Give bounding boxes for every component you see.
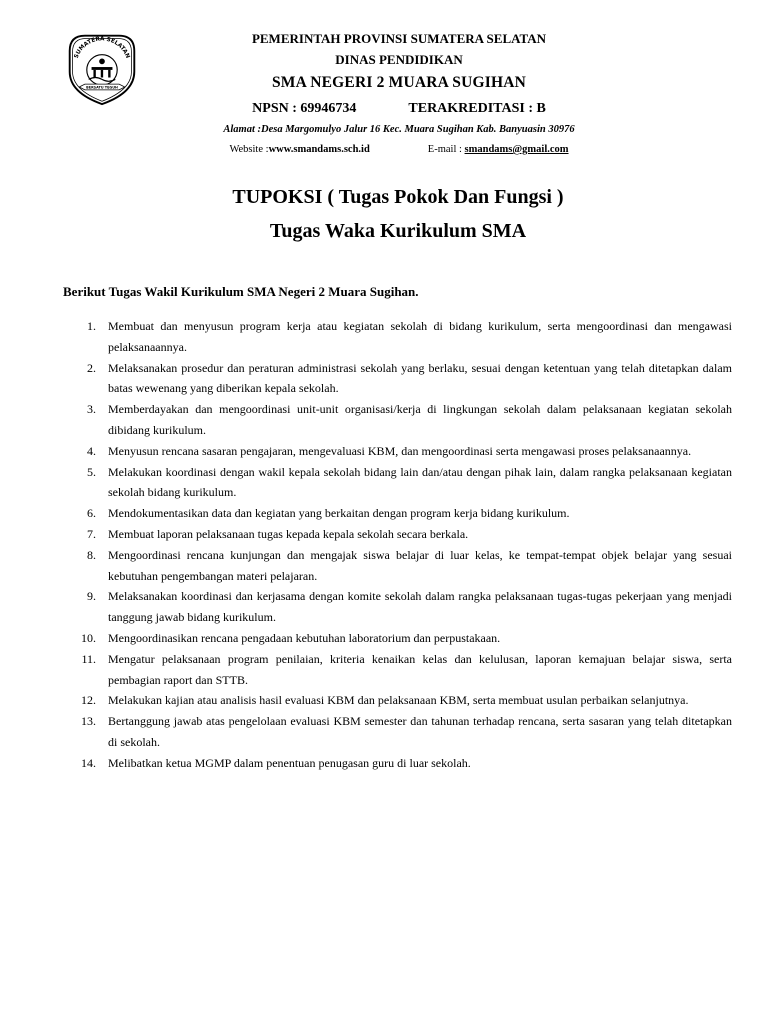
task-text: Membuat laporan pelaksanaan tugas kepada kepala sekolah secara berkala.	[108, 526, 469, 541]
task-text: Mengoordinasikan rencana pengadaan kebutuhan laboratorium dan perpustakaan.	[108, 630, 501, 645]
document-title: TUPOKSI ( Tugas Pokok Dan Fungsi )	[232, 186, 564, 208]
letterhead-address: Alamat :Desa Margomulyo Jalur 16 Kec. Muara Sugihan Kab. Banyuasin 30976	[223, 124, 575, 135]
document-subtitle: Tugas Waka Kurikulum SMA	[269, 220, 527, 242]
task-text: Mendokumentasikan data dan kegiatan yang berkaitan dengan program kerja bidang kurikulum.	[108, 506, 570, 521]
task-item	[66, 690, 732, 711]
intro-text: Berikut Tugas Wakil Kurikulum SMA Negeri 2 Muara Sugihan.	[63, 284, 419, 299]
task-number: 3.	[87, 402, 96, 417]
task-item	[66, 441, 732, 462]
task-text: Bertanggung jawab atas pengelolaan evaluasi KBM semester dan tahunan terhadap rencana, serta sasaran yang telah ditetapkan di sekolah.	[108, 714, 732, 749]
task-number: 14.	[81, 755, 96, 770]
letterhead-school-name: SMA NEGERI 2 MUARA SUGIHAN	[271, 74, 527, 91]
task-item	[66, 545, 732, 587]
province-emblem-logo	[64, 30, 140, 106]
emblem-motto: BERSATU TEGUH	[86, 85, 118, 90]
letterhead-government: PEMERINTAH PROVINSI SUMATERA SELATAN	[251, 31, 547, 46]
task-number: 12.	[81, 693, 96, 708]
task-number: 8.	[87, 547, 96, 562]
task-item	[66, 586, 732, 628]
task-number: 7.	[87, 526, 96, 541]
task-item	[66, 503, 732, 524]
website-label: Website :	[229, 144, 269, 155]
letterhead-identifiers	[150, 101, 648, 117]
task-number: 5.	[87, 464, 96, 479]
task-text: Melakukan koordinasi dengan wakil kepala sekolah bidang lain dan/atau dengan pihak lain, dalam rangka pelaksanaan kegiatan sekolah bidang kurikulum.	[108, 464, 732, 500]
task-text: Menyusun rencana sasaran pengajaran, mengevaluasi KBM, dan mengoordinasi serta mengawasi proses pelaksanaannya.	[108, 443, 692, 458]
task-number: 2.	[87, 360, 96, 375]
task-item	[66, 628, 732, 649]
task-item	[66, 316, 732, 358]
task-text: Mengoordinasi rencana kunjungan dan mengajak siswa belajar di luar kelas, ke tempat-tempat objek belajar yang sesuai kebutuhan pengembangan materi pelajaran.	[108, 547, 732, 583]
accreditation-text: TERAKREDITASI : B	[408, 101, 546, 116]
task-item	[66, 649, 732, 691]
letterhead-contact	[150, 144, 648, 155]
emblem-arc-text: SUMATERA SELATAN	[73, 36, 131, 60]
task-text: Melaksanakan prosedur dan peraturan administrasi sekolah yang berlaku, sesuai dengan ketentuan yang telah ditetapkan dalam batas wewenang yang diberikan kepala sekolah.	[108, 360, 732, 396]
website-link[interactable]: www.smandams.sch.id	[268, 144, 370, 155]
task-item	[66, 753, 732, 774]
npsn-text: NPSN : 69946734	[252, 101, 357, 116]
task-text: Mengatur pelaksanaan program penilaian, kriteria kenaikan kelas dan kelulusan, laporan kemajuan belajar siswa, serta pembagian raport dan STTB.	[108, 651, 732, 687]
task-text: Melaksanakan koordinasi dan kerjasama dengan komite sekolah dalam rangka pelaksanaan tugas-tugas pekerjaan yang menjadi tanggung jawab bidang kurikulum.	[108, 589, 732, 625]
task-number: 13.	[81, 714, 96, 729]
email-label: E-mail :	[427, 144, 465, 155]
task-item	[66, 399, 732, 441]
task-item	[66, 524, 732, 545]
task-number: 10.	[81, 630, 96, 645]
email-link[interactable]: smandams@gmail.com	[464, 144, 569, 155]
task-item	[66, 462, 732, 504]
task-item	[66, 711, 732, 753]
task-text: Memberdayakan dan mengoordinasi unit-unit organisasi/kerja di lingkungan sekolah dalam pelaksanaan kegiatan sekolah dibidang kurikulum.	[108, 402, 732, 437]
task-list	[66, 316, 732, 774]
task-number: 1.	[87, 319, 96, 333]
task-item	[66, 358, 732, 400]
task-number: 4.	[87, 443, 96, 458]
task-text: Melibatkan ketua MGMP dalam penentuan penugasan guru di luar sekolah.	[108, 755, 471, 770]
task-number: 6.	[87, 506, 96, 521]
task-number: 11.	[81, 651, 96, 666]
task-number: 9.	[87, 589, 96, 604]
letterhead-department: DINAS PENDIDIKAN	[335, 52, 463, 67]
task-text: Melakukan kajian atau analisis hasil evaluasi KBM dan pelaksanaan KBM, serta membuat usulan perbaikan selanjutnya.	[108, 693, 689, 708]
task-text: Membuat dan menyusun program kerja atau kegiatan sekolah di bidang kurikulum, serta mengoordinasi dan mengawasi pelaksanaannya.	[108, 319, 732, 354]
